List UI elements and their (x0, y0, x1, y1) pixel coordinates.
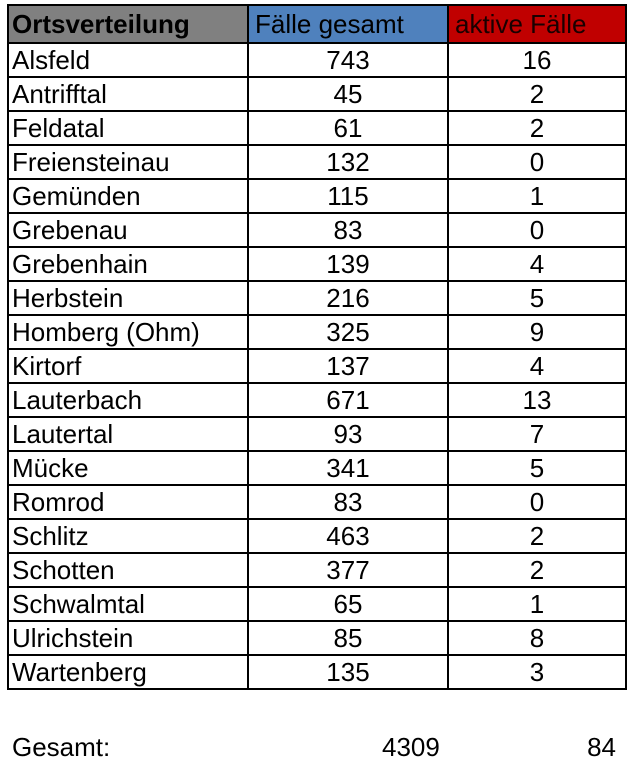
cell-place: Herbstein (8, 281, 248, 315)
cell-total: 83 (248, 213, 448, 247)
header-total-cases: Fälle gesamt (248, 5, 448, 43)
cell-total: 61 (248, 111, 448, 145)
cell-place: Schwalmtal (8, 587, 248, 621)
cell-active: 8 (448, 621, 626, 655)
cell-total: 93 (248, 417, 448, 451)
cell-total: 115 (248, 179, 448, 213)
cell-active: 0 (448, 213, 626, 247)
cell-active: 1 (448, 179, 626, 213)
cell-active: 16 (448, 43, 626, 77)
cell-total: 83 (248, 485, 448, 519)
table-body (8, 43, 626, 689)
table-row (8, 77, 626, 111)
table-row (8, 485, 626, 519)
table-row (8, 655, 626, 689)
cell-total: 137 (248, 349, 448, 383)
case-distribution-table-wrap (7, 4, 625, 690)
cell-active: 4 (448, 349, 626, 383)
cell-place: Alsfeld (8, 43, 248, 77)
cell-active: 2 (448, 519, 626, 553)
header-row (8, 5, 626, 43)
cell-active: 2 (448, 553, 626, 587)
cell-total: 85 (248, 621, 448, 655)
cell-total: 139 (248, 247, 448, 281)
table-row (8, 417, 626, 451)
cell-place: Kirtorf (8, 349, 248, 383)
table-row (8, 553, 626, 587)
cell-place: Freiensteinau (8, 145, 248, 179)
cell-total: 45 (248, 77, 448, 111)
cell-total: 377 (248, 553, 448, 587)
table-row (8, 519, 626, 553)
cell-total: 135 (248, 655, 448, 689)
case-distribution-table (7, 4, 627, 690)
cell-active: 9 (448, 315, 626, 349)
table-row (8, 111, 626, 145)
totals-label: Gesamt: (12, 732, 111, 762)
cell-place: Schotten (8, 553, 248, 587)
cell-total: 671 (248, 383, 448, 417)
cell-place: Romrod (8, 485, 248, 519)
cell-total: 463 (248, 519, 448, 553)
cell-active: 7 (448, 417, 626, 451)
cell-active: 2 (448, 77, 626, 111)
table-row (8, 179, 626, 213)
table-row (8, 451, 626, 485)
cell-place: Homberg (Ohm) (8, 315, 248, 349)
table-row (8, 315, 626, 349)
table-header (8, 5, 626, 43)
cell-total: 132 (248, 145, 448, 179)
cell-active: 13 (448, 383, 626, 417)
cell-active: 0 (448, 145, 626, 179)
cell-active: 2 (448, 111, 626, 145)
cell-active: 4 (448, 247, 626, 281)
cell-active: 5 (448, 451, 626, 485)
table-row (8, 43, 626, 77)
cell-place: Grebenhain (8, 247, 248, 281)
totals-row (12, 731, 616, 763)
cell-place: Wartenberg (8, 655, 248, 689)
table-row (8, 247, 626, 281)
cell-active: 5 (448, 281, 626, 315)
cell-active: 0 (448, 485, 626, 519)
totals-total-cases: 4309 (382, 732, 440, 762)
cell-total: 341 (248, 451, 448, 485)
table-row (8, 587, 626, 621)
table-row (8, 213, 626, 247)
cell-place: Feldatal (8, 111, 248, 145)
cell-active: 3 (448, 655, 626, 689)
table-row (8, 349, 626, 383)
cell-total: 325 (248, 315, 448, 349)
cell-total: 216 (248, 281, 448, 315)
table-row (8, 281, 626, 315)
cell-place: Lauterbach (8, 383, 248, 417)
cell-place: Antrifftal (8, 77, 248, 111)
cell-place: Schlitz (8, 519, 248, 553)
cell-place: Lautertal (8, 417, 248, 451)
cell-place: Ulrichstein (8, 621, 248, 655)
cell-place: Gemünden (8, 179, 248, 213)
cell-total: 65 (248, 587, 448, 621)
table-row (8, 621, 626, 655)
cell-place: Grebenau (8, 213, 248, 247)
table-row (8, 145, 626, 179)
header-active-cases: aktive Fälle (448, 5, 626, 43)
table-row (8, 383, 626, 417)
totals-active-cases: 84 (587, 732, 616, 762)
cell-total: 743 (248, 43, 448, 77)
header-place: Ortsverteilung (8, 5, 248, 43)
cell-place: Mücke (8, 451, 248, 485)
cell-active: 1 (448, 587, 626, 621)
